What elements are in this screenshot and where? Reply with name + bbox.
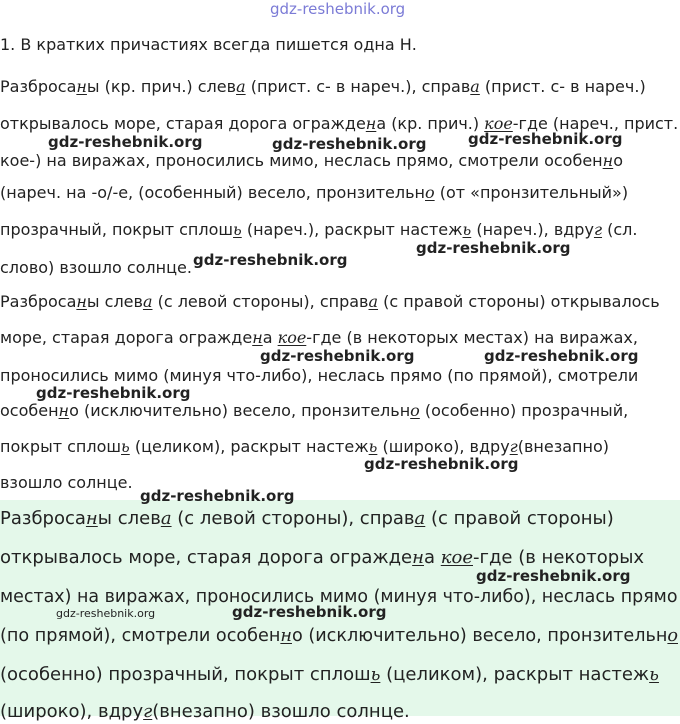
text-segment: а — [262, 328, 278, 347]
text-segment: взошло солнце. — [0, 473, 133, 492]
orthogram-marker: а — [414, 508, 426, 529]
watermark: gdz-reshebnik.org — [364, 455, 519, 473]
text-segment: покрыт сплош — [0, 437, 122, 456]
watermark: gdz-reshebnik.org — [260, 347, 415, 365]
text-segment: Разброса — [0, 508, 86, 529]
text-segment: (с левой стороны), справ — [152, 292, 369, 311]
orthogram-marker: а — [142, 292, 153, 311]
text-segment: (с правой стороны) — [425, 508, 614, 529]
text-segment: море, старая дорога огражде — [0, 328, 253, 347]
text-line — [0, 327, 638, 349]
text-segment: о — [613, 151, 623, 170]
text-segment: ы слев — [97, 508, 161, 529]
orthogram-marker: о — [667, 625, 678, 646]
orthogram-marker: г — [593, 220, 603, 239]
text-segment: (с правой стороны) открывалось — [378, 292, 660, 311]
text-segment: о (исключительно) весело, пронзительн — [69, 401, 411, 420]
text-segment: Разброса — [0, 77, 77, 96]
orthogram-marker: н — [76, 77, 87, 96]
orthogram-marker: а — [368, 292, 379, 311]
text-line — [0, 507, 614, 531]
orthogram-marker: ь — [462, 220, 472, 239]
watermark: gdz-reshebnik.org — [140, 487, 295, 505]
text-segment: Разброса — [0, 292, 77, 311]
text-segment: (нареч.), вдру — [471, 220, 594, 239]
orthogram-marker: г — [509, 437, 518, 456]
orthogram-marker: кое — [484, 114, 513, 133]
text-segment: (прист. с- в нареч.), справ — [245, 77, 471, 96]
orthogram-marker: ь — [121, 437, 130, 456]
text-line — [0, 400, 628, 422]
text-line — [0, 257, 192, 279]
watermark: gdz-reshebnik.org — [48, 133, 203, 151]
text-segment: -где (в некоторых — [473, 547, 645, 568]
text-segment: а (кр. прич.) — [376, 114, 485, 133]
text-segment: проносились мимо (минуя что-либо), неслась прямо (по прямой), смотрели — [0, 366, 639, 385]
text-line — [0, 219, 637, 241]
orthogram-marker: ь — [368, 437, 378, 456]
watermark: gdz-reshebnik.org — [272, 135, 427, 153]
orthogram-marker: н — [365, 114, 377, 133]
text-segment: (внезапно) — [517, 437, 609, 456]
text-segment: слово) взошло солнце. — [0, 258, 192, 277]
text-segment: особен — [0, 401, 59, 420]
watermark: gdz-reshebnik.org — [36, 384, 191, 402]
text-line — [0, 700, 410, 724]
text-line — [0, 472, 133, 494]
watermark: gdz-reshebnik.org — [416, 239, 571, 257]
watermark: gdz-reshebnik.org — [56, 607, 156, 620]
text-line — [0, 182, 628, 204]
text-segment: о (исключительно) весело, пронзительн — [291, 625, 668, 646]
text-segment: (целиком), раскрыт настеж — [380, 664, 650, 685]
text-segment: (с левой стороны), справ — [171, 508, 415, 529]
text-segment: местах) на виражах, проносились мимо (минуя что-либо), неслась прямо — [0, 586, 678, 607]
orthogram-marker: н — [280, 625, 292, 646]
text-segment: -где (нареч., прист. — [512, 114, 679, 133]
text-segment: (сл. — [602, 220, 638, 239]
text-line — [0, 76, 646, 98]
orthogram-marker: кое — [277, 328, 307, 347]
text-segment: -где (в некоторых местах) на виражах, — [306, 328, 638, 347]
watermark: gdz-reshebnik.org — [484, 347, 639, 365]
orthogram-marker: а — [236, 77, 246, 96]
text-segment: (нареч.), раскрыт настеж — [241, 220, 463, 239]
orthogram-marker: а — [160, 508, 172, 529]
text-line — [0, 291, 660, 313]
text-segment: открывалось море, старая дорога огражде — [0, 114, 366, 133]
text-segment: прозрачный, покрыт сплош — [0, 220, 234, 239]
orthogram-marker: г — [143, 701, 153, 722]
orthogram-marker: кое — [440, 547, 473, 568]
text-segment: (от «пронзительный») — [434, 183, 629, 202]
text-segment: (особенно) прозрачный, — [419, 401, 629, 420]
text-line — [0, 150, 623, 172]
text-segment: ы (кр. прич.) слев — [86, 77, 237, 96]
orthogram-marker: н — [412, 547, 424, 568]
site-header[interactable]: gdz-reshebnik.org — [270, 0, 406, 18]
text-segment: (прист. с- в нареч.) — [479, 77, 646, 96]
text-segment: (целиком), раскрыт настеж — [129, 437, 369, 456]
text-segment: (нареч. на -о/-е, (особенный) весело, пронзительн — [0, 183, 425, 202]
task-title: 1. В кратких причастиях всегда пишется одна Н. — [0, 35, 417, 54]
watermark: gdz-reshebnik.org — [232, 603, 387, 621]
text-segment: открывалось море, старая дорога огражде — [0, 547, 413, 568]
text-segment: а — [423, 547, 441, 568]
text-segment: (широко), вдру — [0, 701, 144, 722]
watermark: gdz-reshebnik.org — [468, 130, 623, 148]
orthogram-marker: о — [425, 183, 435, 202]
orthogram-marker: ь — [370, 664, 381, 685]
text-segment: (по прямой), смотрели особен — [0, 625, 281, 646]
watermark: gdz-reshebnik.org — [193, 251, 348, 269]
orthogram-marker: н — [76, 292, 87, 311]
text-line — [0, 663, 659, 687]
orthogram-marker: а — [470, 77, 480, 96]
text-segment: (особенно) прозрачный, покрыт сплош — [0, 664, 371, 685]
orthogram-marker: н — [252, 328, 263, 347]
text-segment: (широко), вдру — [377, 437, 510, 456]
text-line — [0, 624, 678, 648]
watermark: gdz-reshebnik.org — [476, 567, 631, 585]
text-segment: кое-) на виражах, проносились мимо, неслась прямо, смотрели особен — [0, 151, 603, 170]
text-segment: ы слев — [86, 292, 143, 311]
text-segment: (внезапно) взошло солнце. — [152, 701, 410, 722]
orthogram-marker: н — [602, 151, 614, 170]
orthogram-marker: н — [85, 508, 98, 529]
orthogram-marker: о — [410, 401, 420, 420]
orthogram-marker: ь — [649, 664, 659, 685]
orthogram-marker: ь — [233, 220, 242, 239]
orthogram-marker: н — [58, 401, 70, 420]
